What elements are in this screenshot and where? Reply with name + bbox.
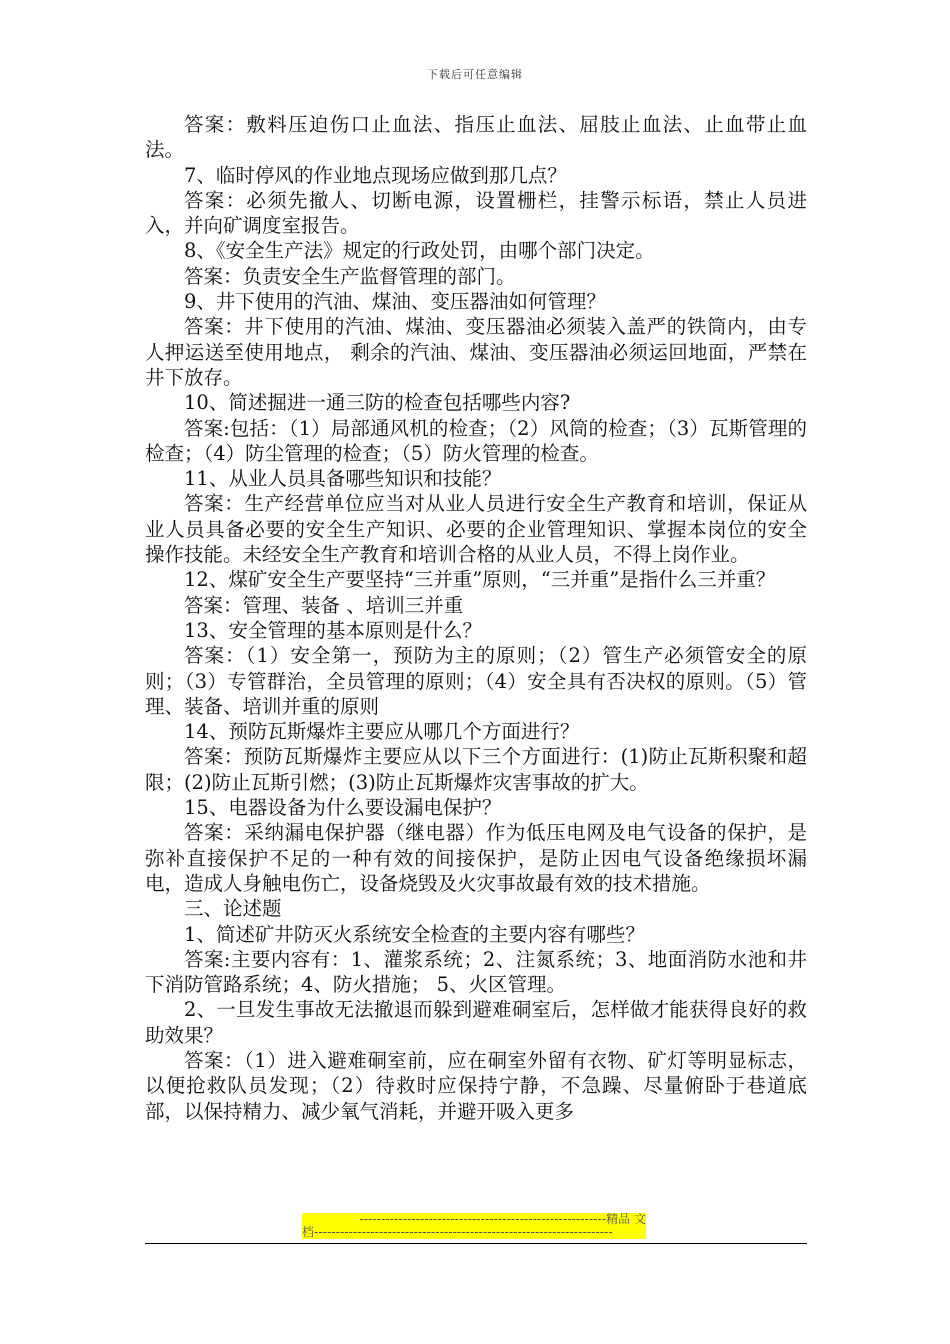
answer-paragraph: 答案：敷料压迫伤口止血法、指压止血法、屈肢止血法、止血带止血法。 — [145, 113, 807, 162]
footer-line-1: ---------------------------------------------------------精品 文 — [359, 1213, 646, 1226]
question-paragraph: 11、从业人员具备哪些知识和技能？ — [184, 467, 502, 491]
answer-paragraph: 答案：管理、装备 、培训三并重 — [184, 593, 464, 617]
answer-paragraph: 答案：（1）进入避难硐室前，应在硐室外留有衣物、矿灯等明显标志，以便抢救队员发现；（2）待救时应保持宁静，不急躁、尽量俯卧于巷道底部，以保持精力、减少氧气消耗，并避开吸入更多 — [145, 1048, 807, 1123]
answer-paragraph: 答案：必须先撤人、切断电源，设置栅栏，挂警示标语，禁止人员进入，并向矿调度室报告。 — [145, 188, 807, 238]
footer-highlight — [302, 1213, 646, 1239]
document-body — [145, 112, 807, 1124]
footer-line-2: 档--------------------------------------------------------------------- — [302, 1225, 613, 1239]
question-paragraph: 12、煤矿安全生产要坚持“三并重”原则，“三并重”是指什么三并重？ — [184, 568, 776, 592]
question-paragraph: 8、《安全生产法》规定的行政处罚，由哪个部门决定。 — [184, 239, 655, 263]
question-paragraph: 14、预防瓦斯爆炸主要应从哪几个方面进行？ — [184, 720, 580, 744]
answer-paragraph: 答案:主要内容有：1、灌浆系统；2、注氮系统；3、地面消防水池和井下消防管路系统；4、防火措施； 5、火区管理。 — [145, 947, 807, 997]
answer-paragraph: 答案：预防瓦斯爆炸主要应从以下三个方面进行：(1)防止瓦斯积聚和超限；(2)防止瓦斯引燃；(3)防止瓦斯爆炸灾害事故的扩大。 — [145, 745, 807, 794]
question-paragraph: 9、井下使用的汽油、煤油、变压器油如何管理？ — [184, 290, 606, 314]
question-paragraph: 7、临时停风的作业地点现场应做到那几点？ — [184, 163, 567, 187]
answer-paragraph: 答案：采纳漏电保护器（继电器）作为低压电网及电气设备的保护，是弥补直接保护不足的一种有效的间接保护，是防止因电气设备绝缘损坏漏电，造成人身触电伤亡，设备烧毁及火灾事故最有效的技术措施。 — [145, 821, 807, 895]
answer-paragraph: 答案：（1）安全第一，预防为主的原则；（2）管生产必须管安全的原则；（3）专管群治，全员管理的原则；（4）安全具有否决权的原则。（5）管理、装备、培训并重的原则 — [145, 644, 807, 718]
question-paragraph: 15、电器设备为什么要设漏电保护？ — [184, 796, 502, 820]
question-paragraph: 2、一旦发生事故无法撤退而躲到避难硐室后，怎样做才能获得良好的救助效果？ — [145, 998, 807, 1047]
answer-paragraph: 答案:包括：（1）局部通风机的检查；（2）风筒的检查；（3）瓦斯管理的检查；（4）防尘管理的检查；（5）防火管理的检查。 — [145, 416, 807, 465]
question-paragraph: 1、简述矿井防灭火系统安全检查的主要内容有哪些？ — [184, 922, 645, 946]
footer-rule — [145, 1243, 807, 1244]
answer-paragraph: 答案：生产经营单位应当对从业人员进行安全生产教育和培训，保证从业人员具备必要的安全生产知识、必要的企业管理知识、掌握本岗位的安全操作技能。未经安全生产教育和培训合格的从业人员，不得上岗作业。 — [145, 492, 807, 567]
question-paragraph: 10、简述掘进一通三防的检查包括哪些内容? — [184, 391, 571, 415]
answer-paragraph: 答案：负责安全生产监督管理的部门。 — [184, 264, 516, 288]
section-heading: 三、论述题 — [184, 897, 282, 921]
question-paragraph: 13、安全管理的基本原则是什么？ — [184, 618, 482, 642]
page-header: 下载后可任意编辑 — [427, 68, 523, 81]
answer-paragraph: 答案：井下使用的汽油、煤油、变压器油必须装入盖严的铁筒内，由专人押运送至使用地点， 剩余的汽油、煤油、变压器油必须运回地面，严禁在井下放存。 — [145, 315, 807, 389]
